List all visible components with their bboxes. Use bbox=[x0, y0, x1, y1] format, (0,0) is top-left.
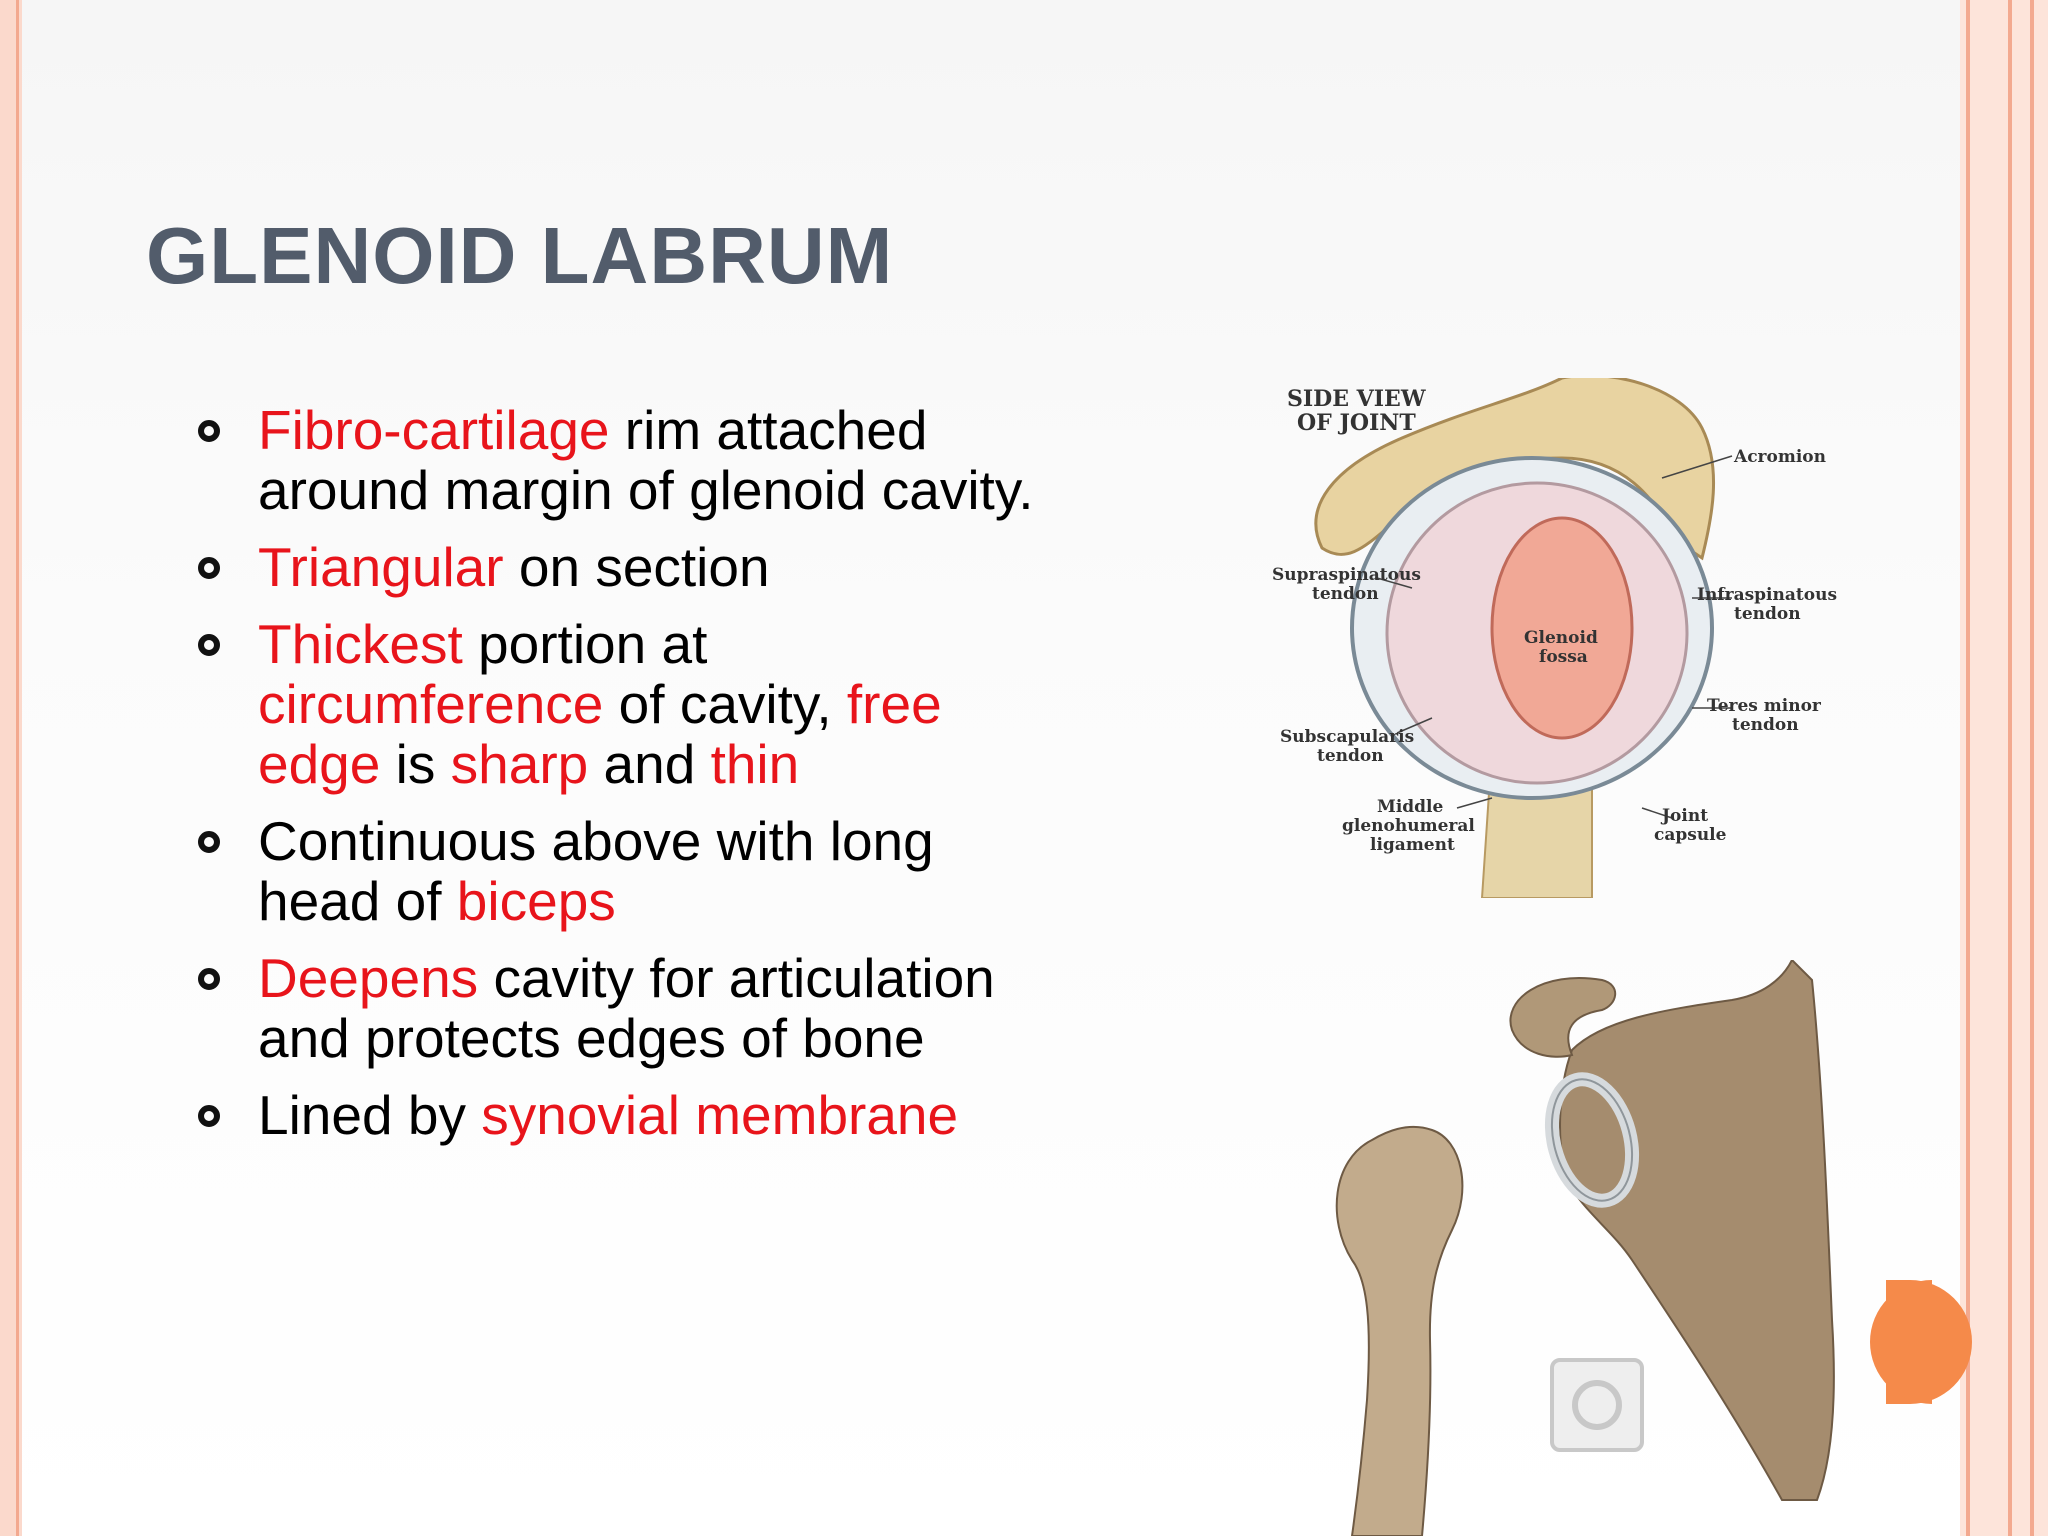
bullet-text: and bbox=[588, 733, 711, 795]
bullet-item bbox=[198, 537, 1038, 597]
label-subscapularis: Subscapularis bbox=[1280, 727, 1415, 747]
highlighted-term: free edge bbox=[258, 673, 942, 795]
bullet-text: is bbox=[380, 733, 451, 795]
highlighted-term: thin bbox=[710, 733, 800, 795]
slide-title: GLENOID LABRUM bbox=[146, 211, 894, 300]
bullet-circle-icon bbox=[198, 968, 220, 990]
shoulder-bones-illustration bbox=[1312, 960, 1892, 1536]
label-middle-2: glenohumeral bbox=[1342, 816, 1475, 836]
humerus-bone bbox=[1337, 1127, 1463, 1536]
highlighted-term: Fibro-cartilage bbox=[258, 399, 610, 461]
bullet-text: portion at bbox=[462, 613, 708, 675]
fig-heading-2: OF JOINT bbox=[1297, 410, 1416, 436]
frame-line bbox=[1966, 0, 1970, 1536]
label-glenoid-2: fossa bbox=[1539, 647, 1588, 667]
highlighted-term: Deepens bbox=[258, 947, 479, 1009]
bullet-circle-icon bbox=[198, 634, 220, 656]
label-supraspinatous: Supraspinatous bbox=[1272, 565, 1421, 585]
shoulder-side-view-diagram bbox=[1262, 378, 1842, 898]
bullet-text: Lined by bbox=[258, 1084, 482, 1146]
label-teres: Teres minor bbox=[1707, 696, 1821, 716]
bullet-item bbox=[198, 400, 1038, 520]
frame-line bbox=[2030, 0, 2034, 1536]
bullet-item bbox=[198, 1085, 1038, 1145]
bullet-text: of cavity, bbox=[603, 673, 847, 735]
label-middle-3: ligament bbox=[1370, 835, 1455, 855]
highlighted-term: Thickest bbox=[258, 613, 463, 675]
bullet-text: Continuous above with long head of bbox=[258, 810, 934, 932]
highlighted-term: synovial membrane bbox=[481, 1084, 959, 1146]
watermark-logo bbox=[1552, 1360, 1642, 1450]
label-teres-2: tendon bbox=[1732, 715, 1799, 735]
highlighted-term: Triangular bbox=[258, 536, 504, 598]
bullet-text: on section bbox=[503, 536, 770, 598]
bullet-circle-icon bbox=[198, 831, 220, 853]
bullet-circle-icon bbox=[198, 420, 220, 442]
label-acromion: Acromion bbox=[1734, 447, 1826, 467]
label-joint: Joint bbox=[1662, 806, 1709, 826]
slide bbox=[22, 0, 1960, 1536]
bullet-text: rim attached around margin of glenoid cavity. bbox=[258, 399, 1034, 521]
left-frame-border bbox=[0, 0, 22, 1536]
bullet-item bbox=[198, 811, 1038, 931]
bullet-circle-icon bbox=[198, 557, 220, 579]
label-glenoid: Glenoid bbox=[1524, 628, 1598, 648]
highlighted-term: biceps bbox=[456, 870, 616, 932]
fig-heading-1: SIDE VIEW bbox=[1287, 386, 1426, 412]
frame-line bbox=[2008, 0, 2012, 1536]
bullet-list bbox=[198, 400, 1038, 1162]
accent-circle bbox=[1886, 1280, 1972, 1404]
bullet-text: cavity for articulation and protects edges of bone bbox=[258, 947, 995, 1069]
bullet-circle-icon bbox=[198, 1105, 220, 1127]
label-infraspinatous: Infraspinatous bbox=[1697, 585, 1838, 605]
label-middle: Middle bbox=[1377, 797, 1444, 817]
highlighted-term: sharp bbox=[450, 733, 589, 795]
label-supraspinatous-2: tendon bbox=[1312, 584, 1379, 604]
label-subscapularis-2: tendon bbox=[1317, 746, 1384, 766]
bullet-item bbox=[198, 614, 1038, 794]
label-infraspinatous-2: tendon bbox=[1734, 604, 1801, 624]
bullet-item bbox=[198, 948, 1038, 1068]
label-joint-2: capsule bbox=[1654, 825, 1727, 845]
right-frame-border bbox=[1960, 0, 2048, 1536]
highlighted-term: circumference bbox=[258, 673, 604, 735]
